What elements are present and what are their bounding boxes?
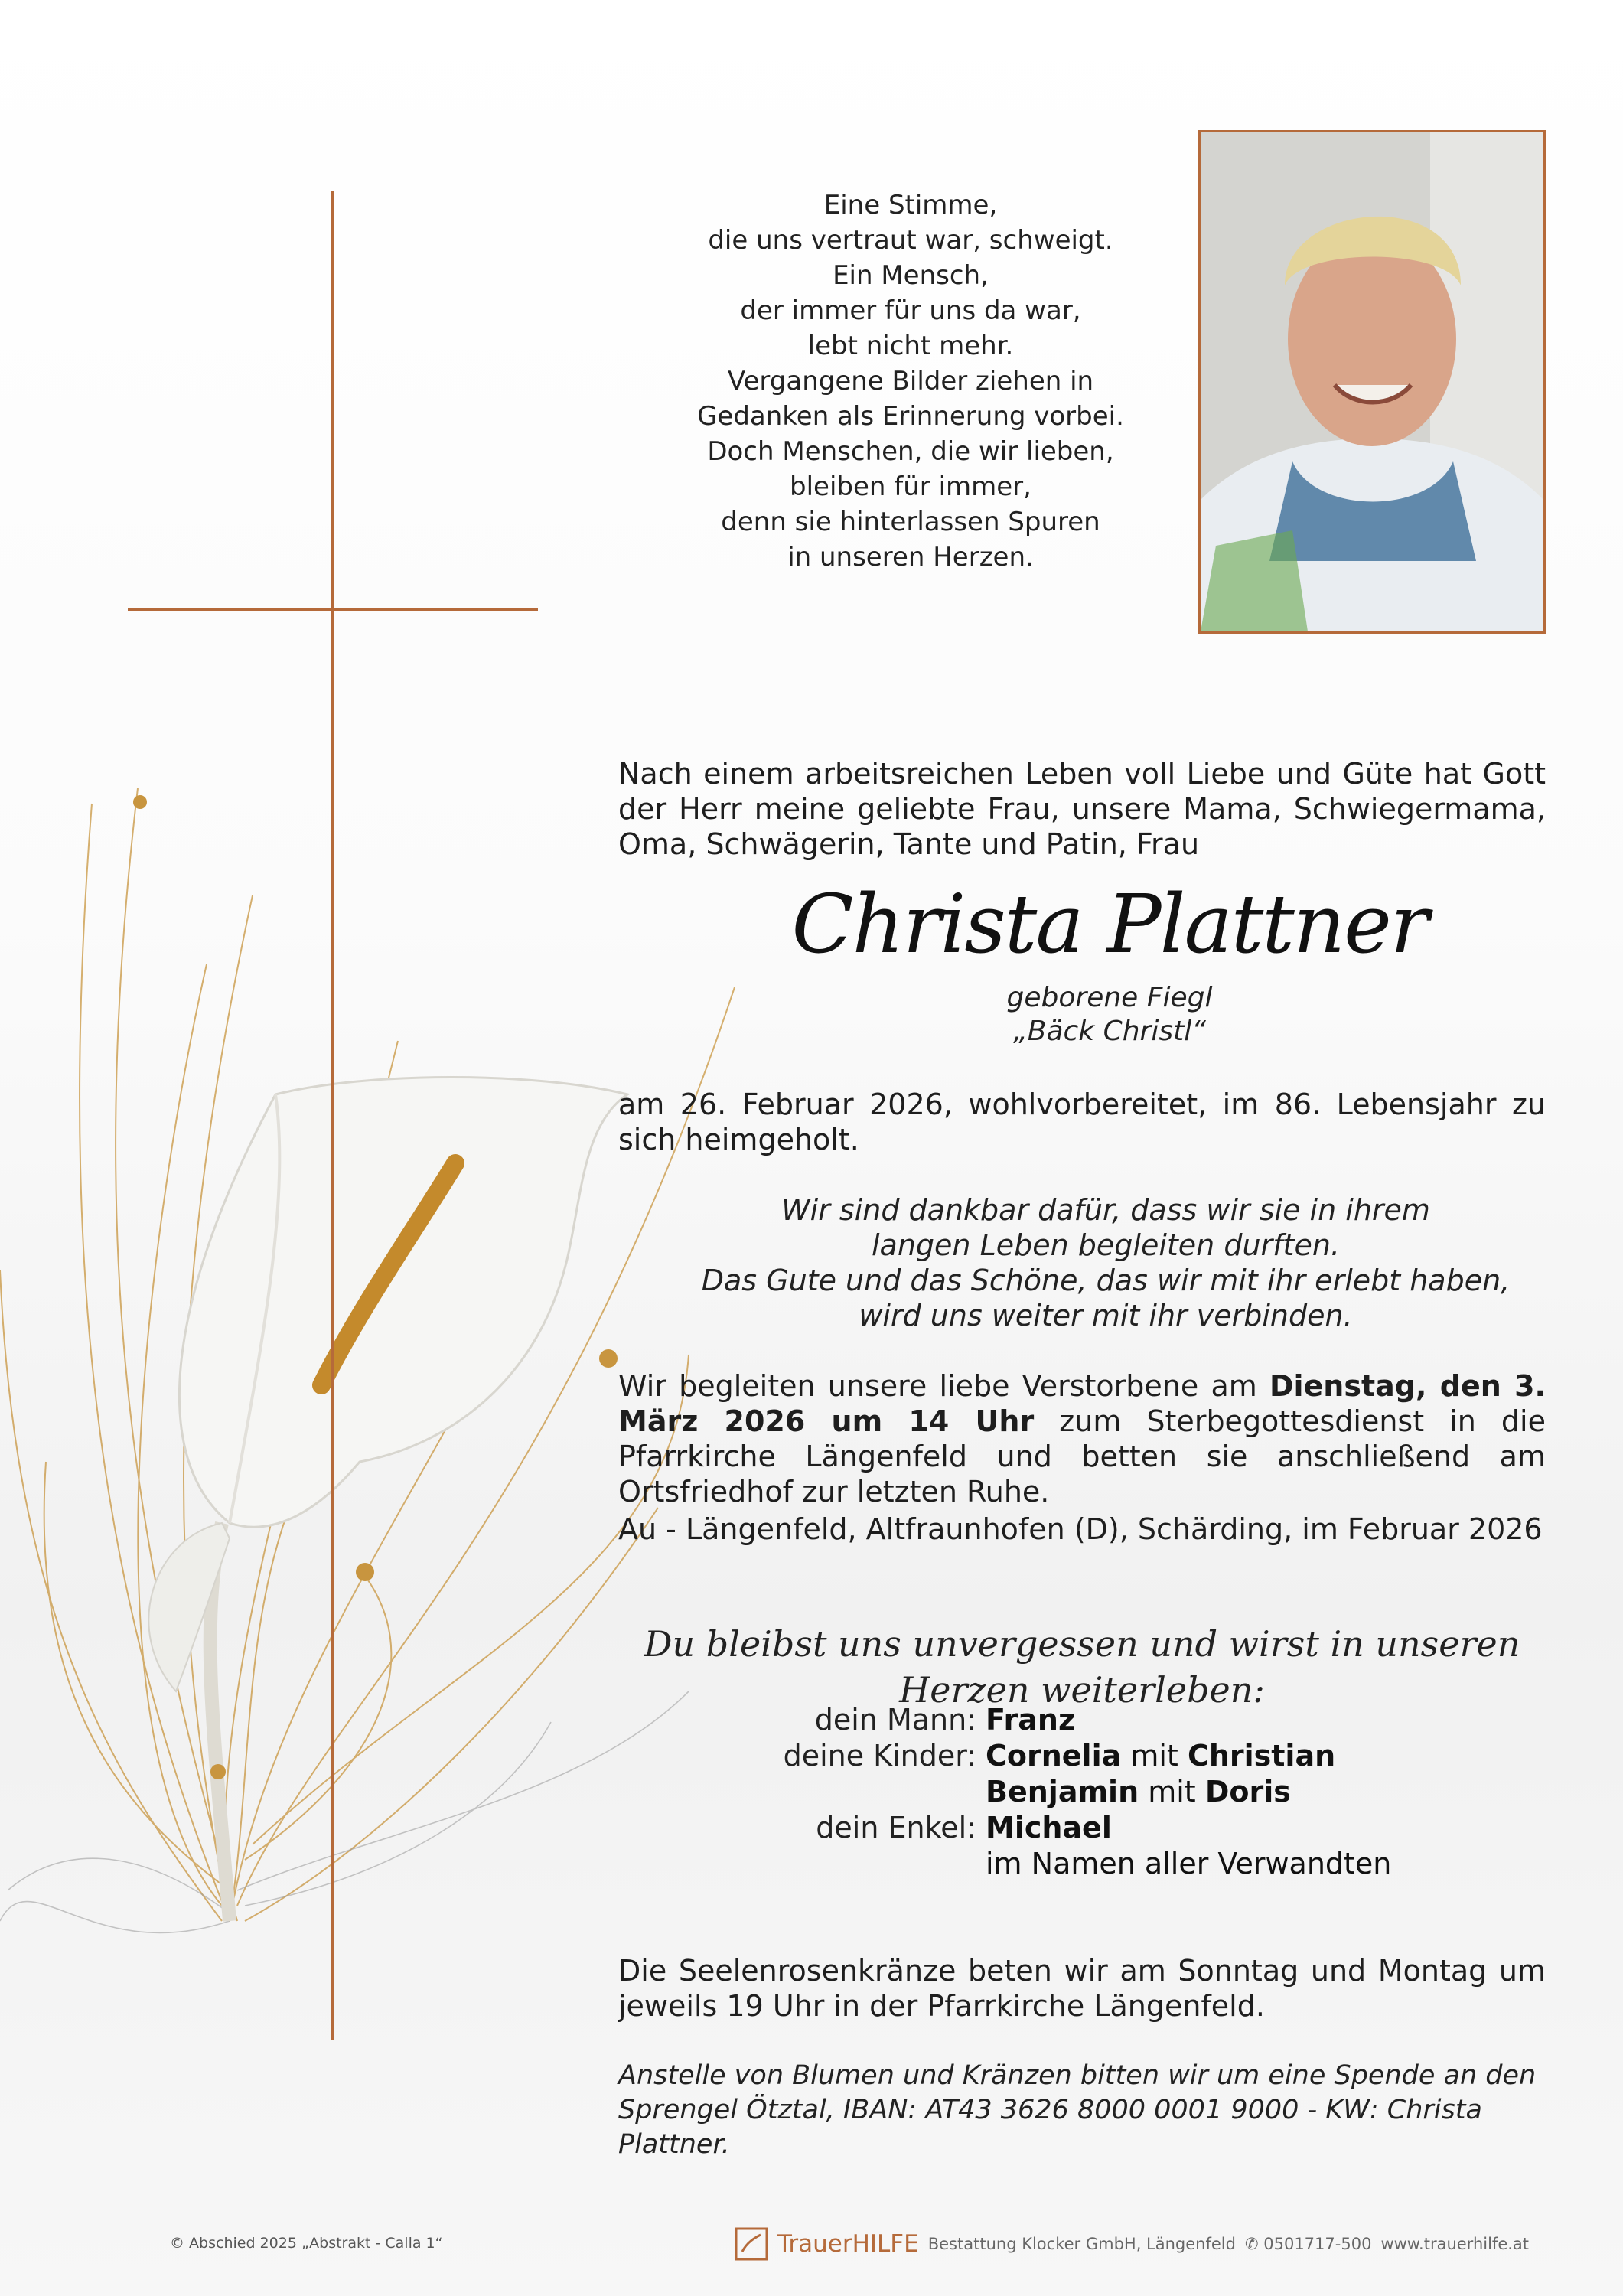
- rosary-info: Die Seelenrosenkränze beten wir am Sonntag und Montag um jeweils 19 Uhr in der Pfarrkirche Längenfeld.: [618, 1954, 1546, 2023]
- poem-line: Vergangene Bilder ziehen in: [727, 366, 1094, 396]
- gratitude-text: [673, 1192, 1538, 1333]
- child-name: Benjamin: [986, 1775, 1139, 1808]
- gratitude-line: Das Gute und das Schöne, das wir mit ihr erlebt haben,: [701, 1264, 1511, 1297]
- funeral-text-after: zum Sterbegottesdienst in die Pfarrkirche Längenfeld und betten sie anschließend am Ortsfriedhof zur letzten Ruhe.: [618, 1404, 1546, 1508]
- family-row-children-2: [618, 1774, 1546, 1810]
- family-row-relatives: [618, 1846, 1546, 1882]
- poem-line: der immer für uns da war,: [740, 295, 1081, 326]
- brand-name: TrauerHILFE: [777, 2230, 919, 2258]
- gratitude-line: langen Leben begleiten durften.: [871, 1228, 1340, 1262]
- family-label: dein Mann:: [814, 1703, 976, 1737]
- gratitude-line: wird uns weiter mit ihr verbinden.: [859, 1299, 1353, 1332]
- cross-horizontal-line: [128, 608, 538, 611]
- cross-vertical-line: [331, 191, 334, 2040]
- family-label: dein Enkel:: [816, 1811, 976, 1844]
- motto: Du bleibst uns unvergessen und wirst in unseren Herzen weiterleben:: [644, 1623, 1520, 1711]
- portrait-photo: [1198, 130, 1546, 634]
- funeral-info: [618, 1368, 1546, 1509]
- places-date: Au - Längenfeld, Altfraunhofen (D), Schärding, im Februar 2026: [618, 1512, 1543, 1546]
- funeral-text-before: Wir begleiten unsere liebe Verstorbene am: [618, 1369, 1269, 1403]
- intro-text: Nach einem arbeitsreichen Leben voll Liebe und Güte hat Gott der Herr meine geliebte Frau, unsere Mama, Schwiegermama, Oma, Schwägerin, Tante und Patin, Frau: [618, 757, 1546, 861]
- partner-name: Doris: [1204, 1775, 1291, 1808]
- family-row-grandchild: [618, 1810, 1546, 1846]
- partner-name: Christian: [1187, 1739, 1336, 1773]
- husband-name: Franz: [986, 1703, 1076, 1737]
- grandchild-name: Michael: [986, 1811, 1112, 1844]
- nickname: „Bäck Christl“: [1013, 1016, 1206, 1047]
- birth-name: geborene Fiegl: [1006, 982, 1213, 1013]
- connector: mit: [1148, 1775, 1196, 1808]
- poem-line: in unseren Herzen.: [787, 542, 1034, 572]
- funeral-home-footer: [735, 2227, 1529, 2261]
- funeral-date: Dienstag, den 3. März 2026 um 14 Uhr: [618, 1369, 1546, 1438]
- memorial-poem: [666, 188, 1155, 575]
- relatives-text: im Namen aller Verwandten: [986, 1847, 1392, 1880]
- poem-line: denn sie hinterlassen Spuren: [721, 507, 1100, 537]
- connector: mit: [1130, 1739, 1178, 1773]
- poem-line: bleiben für immer,: [790, 471, 1031, 502]
- poem-line: lebt nicht mehr.: [807, 331, 1014, 361]
- family-row-husband: [618, 1702, 1546, 1738]
- company-name: Bestattung Klocker GmbH, Längenfeld: [927, 2235, 1236, 2253]
- copyright-notice: © Abschied 2025 „Abstrakt - Calla 1“: [170, 2235, 443, 2252]
- portrait-placeholder: [1201, 132, 1543, 631]
- child-name: Cornelia: [986, 1739, 1122, 1773]
- poem-line: Eine Stimme,: [823, 190, 998, 220]
- poem-line: Gedanken als Erinnerung vorbei.: [697, 401, 1124, 432]
- website-link[interactable]: www.trauerhilfe.at: [1380, 2235, 1530, 2253]
- trauerhilfe-logo-icon: [735, 2227, 768, 2261]
- donation-request: Anstelle von Blumen und Kränzen bitten wir um eine Spende an den Sprengel Ötztal, IBAN: AT43 3626 8000 0001 9000 - KW: Christa Plattner.: [618, 2060, 1537, 2160]
- poem-line: Ein Mensch,: [833, 260, 989, 291]
- poem-line: Doch Menschen, die wir lieben,: [707, 436, 1114, 467]
- gratitude-line: Wir sind dankbar dafür, dass wir sie in ihrem: [781, 1193, 1430, 1227]
- death-notice-text: am 26. Februar 2026, wohlvorbereitet, im 86. Lebensjahr zu sich heimgeholt.: [618, 1088, 1546, 1156]
- family-list: [618, 1702, 1546, 1882]
- phone-number: ✆ 0501717-500: [1244, 2235, 1372, 2253]
- deceased-name: Christa Plattner: [791, 877, 1428, 971]
- poem-line: die uns vertraut war, schweigt.: [708, 225, 1113, 256]
- family-label: deine Kinder:: [783, 1739, 976, 1773]
- family-row-children: [618, 1738, 1546, 1774]
